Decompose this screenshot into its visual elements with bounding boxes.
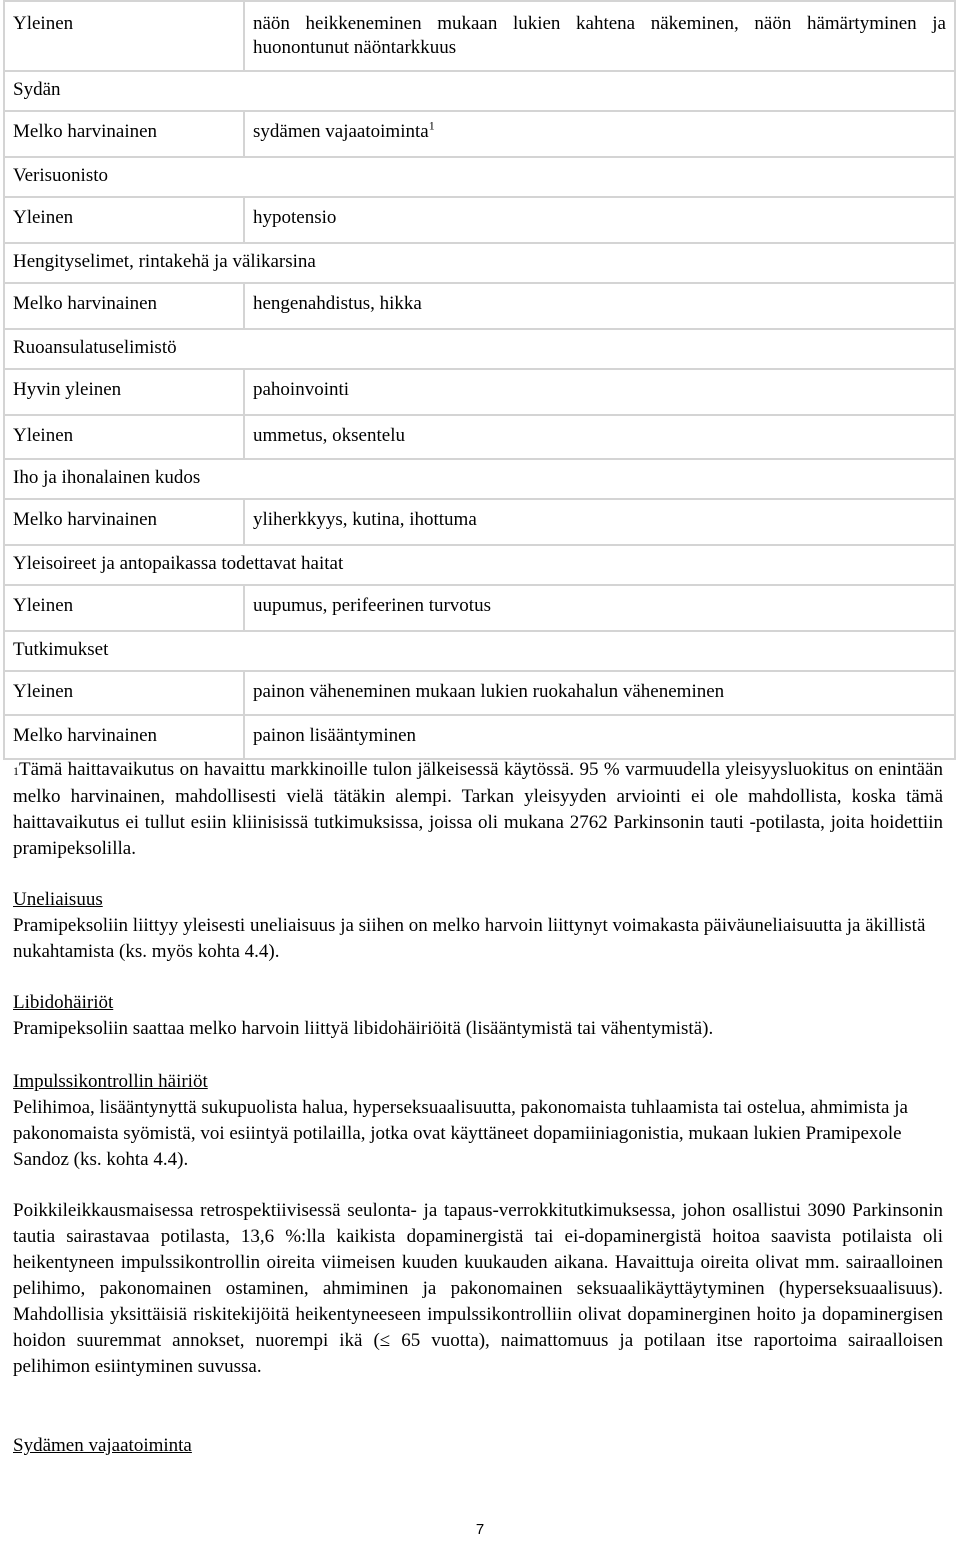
footnote — [13, 757, 943, 862]
page-number: 7 — [475, 1521, 485, 1538]
effect-text: hypotensio — [253, 207, 337, 228]
effect-row — [4, 369, 955, 415]
section-body: Pramipeksoliin liittyy yleisesti uneliaisuus ja siihen on melko harvoin liittynyt voimakasta päiväuneliaisuutta ja äkillistä nukahtamista (ks. myös kohta 4.4). — [13, 915, 926, 962]
effect-cell — [244, 499, 955, 545]
frequency-cell: Melko harvinainen — [4, 111, 244, 157]
category-label: Hengityselimet, rintakehä ja välikarsina — [4, 243, 955, 283]
effect-cell — [244, 369, 955, 415]
section-impulse-control — [13, 1069, 943, 1173]
frequency-cell: Yleinen — [4, 1, 244, 71]
section-heart-failure — [13, 1433, 943, 1459]
category-label: Verisuonisto — [4, 157, 955, 197]
effect-cell — [244, 197, 955, 243]
category-label: Tutkimukset — [4, 631, 955, 671]
category-row — [4, 329, 955, 369]
category-row — [4, 71, 955, 111]
effect-text: painon lisääntyminen — [253, 725, 417, 746]
effect-row — [4, 499, 955, 545]
effect-row — [4, 111, 955, 157]
footnote-marker: 1 — [13, 764, 19, 778]
category-row — [4, 631, 955, 671]
effect-text: hengenahdistus, hikka — [253, 293, 422, 314]
effect-text: sydämen vajaatoiminta — [253, 121, 429, 142]
adverse-effects-table — [3, 0, 956, 760]
effect-cell — [244, 283, 955, 329]
footnote-reference: 1 — [428, 118, 435, 133]
effect-text: näön heikkeneminen mukaan lukien kahtena näkeminen, näön hämärtyminen ja huonontunut näöntarkkuus — [253, 13, 946, 58]
frequency-cell: Yleinen — [4, 585, 244, 631]
section-heading: Impulssikontrollin häiriöt — [13, 1071, 208, 1092]
section-body: Pramipeksoliin saattaa melko harvoin liittyä libidohäiriöitä (lisääntymistä tai vähentymistä). — [13, 1018, 714, 1039]
effect-row — [4, 197, 955, 243]
section-heading: Sydämen vajaatoiminta — [13, 1435, 192, 1456]
category-row — [4, 545, 955, 585]
section-heading: Uneliaisuus — [13, 889, 103, 910]
section-libido — [13, 990, 943, 1042]
effect-text: yliherkkyys, kutina, ihottuma — [253, 509, 477, 530]
category-label: Yleisoireet ja antopaikassa todettavat haitat — [4, 545, 955, 585]
frequency-cell: Yleinen — [4, 671, 244, 715]
effect-row — [4, 415, 955, 459]
frequency-cell: Yleinen — [4, 197, 244, 243]
frequency-cell: Melko harvinainen — [4, 283, 244, 329]
footnote-text: Tämä haittavaikutus on havaittu markkinoille tulon jälkeisessä käytössä. 95 % varmuudella yleisyysluokitus on enintään melko harvinainen, mahdollisesti vielä tätäkin alempi. Tarkan yleisyyden arviointi ei ole mahdollista, koska tämä haittavaikutus ei tullut esiin kliinisissä tutkimuksissa, joissa oli mukana 2762 Parkinsonin tauti -potilasta, joita hoidettiin pramipeksolilla. — [13, 759, 943, 859]
effect-cell — [244, 715, 955, 759]
category-label: Ruoansulatuselimistö — [4, 329, 955, 369]
section-body: Pelihimoa, lisääntynyttä sukupuolista halua, hyperseksuaalisuutta, pakonomaista tuhlaamista tai ostelua, ahmimista ja pakonomaista syömistä, voi esiintyä potilailla, jotka ovat käyttäneet dopamiiniagonistia, mukaan lukien Pramipexole Sandoz (ks. kohta 4.4). — [13, 1097, 908, 1170]
effect-row — [4, 715, 955, 759]
effect-row — [4, 283, 955, 329]
effect-cell — [244, 415, 955, 459]
effect-text: pahoinvointi — [253, 379, 350, 400]
section-impulse-study — [13, 1198, 943, 1380]
effect-text: painon väheneminen mukaan lukien ruokahalun väheneminen — [253, 681, 725, 702]
section-heading: Libidohäiriöt — [13, 992, 114, 1013]
effect-row — [4, 585, 955, 631]
effect-row — [4, 1, 955, 71]
effect-text: uupumus, perifeerinen turvotus — [253, 595, 491, 616]
effect-cell — [244, 585, 955, 631]
effect-cell — [244, 671, 955, 715]
section-drowsiness — [13, 887, 943, 965]
category-label: Iho ja ihonalainen kudos — [4, 459, 955, 499]
category-row — [4, 243, 955, 283]
effect-cell — [244, 1, 955, 71]
category-row — [4, 459, 955, 499]
frequency-cell: Melko harvinainen — [4, 715, 244, 759]
frequency-cell: Melko harvinainen — [4, 499, 244, 545]
effect-row — [4, 671, 955, 715]
effect-text: ummetus, oksentelu — [253, 425, 405, 446]
category-row — [4, 157, 955, 197]
effect-cell — [244, 111, 955, 157]
frequency-cell: Hyvin yleinen — [4, 369, 244, 415]
section-body: Poikkileikkausmaisessa retrospektiivisessä seulonta- ja tapaus-verrokkitutkimuksessa, johon osallistui 3090 Parkinsonin tautia sairastavaa potilasta, 13,6 %:lla kaikista dopaminergistä tai ei-dopaminergistä hoitoa saavista potilaista oli heikentyneen impulssikontrollin oireita viimeisen kuuden kuukauden aikana. Havaittuja oireita olivat mm. sairaalloinen pelihimo, pakonomainen ostaminen, ahmiminen ja pakonomainen seksuaalikäyttäytyminen (hyperseksuaalisuus). Mahdollisia yksittäisiä riskitekijöitä heikentyneeseen impulssikontrolliin olivat dopaminerginen hoito ja dopaminergisen hoidon suuremmat annokset, nuorempi ikä (≤ 65 vuotta), naimattomuus ja potilaan itse raportoima sairaalloisen pelihimon esiintyminen suvussa. — [13, 1200, 943, 1377]
frequency-cell: Yleinen — [4, 415, 244, 459]
category-label: Sydän — [4, 71, 955, 111]
